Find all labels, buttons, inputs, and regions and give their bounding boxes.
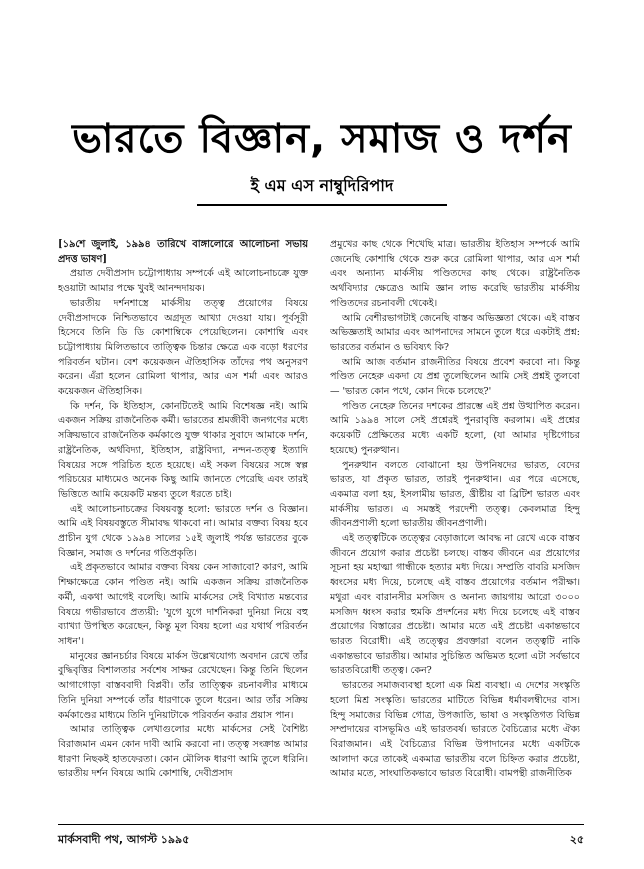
author-underline bbox=[197, 204, 447, 206]
paragraph: পুনরুত্থান বলতে বোঝানো হয় উপনিষদের ভারত, বেদের ভারত, যা প্রকৃত ভারত, তারই পুনরুত্থান। এর পরে এসেছে, একমাত্র বলা হয়, ইসলামীয় ভারত, খ্রীষ্টীয় বা ব্রিটিশ ভারত এবং মার্কসীয় ভারত। এ সমস্তই পরদেশী তত্ত্ব। কেবলমাত্র হিন্দু জীবনপ্রণালী হলো ভারতীয় জীবনপ্রণালী। bbox=[330, 459, 580, 530]
paragraph: আমার তাত্ত্বিক লেখাগুলোর মধ্যে মার্কসের সেই বৈশিষ্ট্য বিরাজমান এমন কোন দাবী আমি করবো না। তত্ত্ব সংক্রান্ত আমার ধারণা নিছকই হাতফেরতা। কোন মৌলিক ধারণা আমি তুলে ধরিনি। ভারতীয় দর্শন বিষয়ে আমি কোশাম্বি, দেবীপ্রসাদ bbox=[58, 724, 308, 780]
paragraph: ভারতের সমাজব্যবস্থা হলো এক মিশ্র ব্যবস্থা। এ দেশের সংস্কৃতি হলো মিশ্র সংস্কৃতি। ভারতের মাটিতে বিভিন্ন ধর্মাবলম্বীদের বাস। হিন্দু সমাজের বিভিন্ন গোত্র, উপজাতি, ভাষা ও সংস্কৃতিগত বিভিন্ন সম্প্রদায়ের বাসভূমিও এই ভারতবর্ষ। ভারতে বৈচিত্র্যের মধ্যে ঐক্য বিরাজমান। এই বৈচিত্র্যের বিভিন্ন উপাদানের মধ্যে একটিকে আলাদা করে তাকেই একমাত্র ভারতীয় বলে চিহ্নিত করার প্রচেষ্টা, আমার মতে, সাংঘাতিকভাবে ভারত বিরোধী। বামপন্থী রাজনীতিক bbox=[330, 680, 580, 780]
paragraph: প্রয়াত দেবীপ্রসাদ চট্টোপাধ্যায় সম্পর্কে এই আলোচনাচক্রে যুক্ত হওয়াটা আমার পক্ষে খুবই আনন্দদায়ক। bbox=[58, 268, 308, 295]
paragraph: কি দর্শন, কি ইতিহাস, কোনটিতেই আমি বিশেষজ্ঞ নই। আমি একজন সক্রিয় রাজনৈতিক কর্মী। ভারতের শ্রমজীবী জনগণের মধ্যে সক্রিয়ভাবে রাজনৈতিক কর্মকাণ্ডে যুক্ত থাকার সুবাদে আমাকে দর্শন, রাষ্ট্রনৈতিক, অর্থবিদ্যা, ইতিহাস, রাষ্ট্রবিদ্যা, নন্দন-তত্ত্ব ইত্যাদি বিষয়ের সঙ্গে পরিচিত হতে হয়েছে। এই সকল বিষয়ের সঙ্গে স্বল্প পরিচয়ের মাধ্যমেও অনেক কিছু আমি জানতে পেরেছি এবং তারই ভিত্তিতে আমি কয়েকটি মন্তব্য তুলে ধরতে চাই। bbox=[58, 400, 308, 500]
intro-note: [১৯শে জুলাই, ১৯৯৪ তারিখে বাঙ্গালোরে আলোচনা সভায় প্রদত্ত ভাষণ] bbox=[58, 239, 308, 265]
paragraph: এই তত্ত্বটিকে তত্ত্বের বেড়াজালে আবদ্ধ না রেখে একে বাস্তব জীবনে প্রয়োগ করার প্রচেষ্টা চলছে। বাস্তব জীবনে এর প্রয়োগের সূচনা হয় মহাত্মা গান্ধীকে হত্যার মধ্য দিয়ে। সম্প্রতি বাবরি মসজিদ ধ্বংসের মধ্য দিয়ে, চলেছে এই বাস্তব প্রয়োগের বর্তমান পরীক্ষা। মথুরা এবং বারানসীর মসজিদ ও অনান্য জায়গায় আরো ৩০০০ মসজিদ ধ্বংস করার হুমকি প্রদর্শনের মধ্য দিয়ে চলেছে এই বাস্তব প্রয়োগের বিস্তারের প্রচেষ্টা। আমার মতে এই প্রচেষ্টা একান্তভাবে ভারত বিরোধী। এই তত্ত্বের প্রবক্তারা বলেন তত্ত্বটি নাকি একান্তভাবে ভারতীয়। আমার সুচিন্তিত অভিমত হলো এটা সর্বভাবে ভারতবিরোধী তত্ত্ব। কেন? bbox=[330, 533, 580, 677]
paragraph: ভারতীয় দর্শনশাস্ত্রে মার্কসীয় তত্ত্ব প্রয়োগের বিষয়ে দেবীপ্রসাদকে নিশ্চিতভাবে অগ্রদূত আখ্যা দেওয়া যায়। পূর্বসূরী হিসেবে তিনি ডি ডি কোশাম্বিকে পেয়েছিলেন। কোশাম্বি এবং চট্টোপাধ্যায় মিলিতভাবে তাত্ত্বিক চিন্তার ক্ষেত্রে এক বড়ো ধরণের পরিবর্তন ঘটান। বেশ কয়েকজন ঐতিহাসিক তাঁদের পথ অনুসরণ করেন। এঁরা হলেন রোমিলা থাপার, আর এস শর্মা এবং আরও কয়েকজন ঐতিহাসিক। bbox=[58, 297, 308, 398]
paragraph: মানুষের জ্ঞানচর্চার বিষয়ে মার্কস উল্লেখযোগ্য অবদান রেখে তাঁর বুদ্ধিবৃত্তির বিশালতার সর্বশেষ সাক্ষর রেখেছেন। কিন্তু তিনি ছিলেন আগাগোড়া বাস্তববাদী বিপ্লবী। তাঁর তাত্ত্বিক রচনাবলীর মাধ্যমে তিনি দুনিয়া সম্পর্কে তাঁর ধারণাকে তুলে ধরেন। আর তাঁর সক্রিয় কর্মকাণ্ডের মাধ্যমে তিনি দুনিয়াটাকে পরিবর্তন করার প্রয়াস পান। bbox=[58, 650, 308, 721]
paragraph: আমি বেশীরভাগটাই জেনেছি বাস্তব অভিজ্ঞতা থেকে। এই বাস্তব অভিজ্ঞতাই আমার এবং আপনাদের সামনে তুলে ধরে একটাই প্রশ্ন: ভারতের বর্তমান ও ভবিষ্যৎ কি? bbox=[330, 312, 580, 353]
paragraph: এই আলোচনাচক্রের বিষয়বস্তু হলো: ভারতে দর্শন ও বিজ্ঞান। আমি এই বিষয়বস্তুতে সীমাবদ্ধ থাকবো না। আমার বক্তব্য বিষয় হবে প্রাচীন যুগ থেকে ১৯৯৪ সালের ১৫ই জুলাই পর্যন্ত ভারতের বুকে বিজ্ঞান, সমাজ ও দর্শনের গতিপ্রকৃতি। bbox=[58, 503, 308, 559]
paragraph: এই প্রকৃতভাবে আমার বক্তব্য বিষয় কেন সাজাবো? কারণ, আমি শিক্ষাক্ষেত্রে কোন পণ্ডিত নই। আমি একজন সক্রিয় রাজনৈতিক কর্মী, একথা আগেই বলেছি। আমি মার্কসের সেই বিখ্যাত মন্তব্যের বিষয়ে গভীরভাবে প্রত্যয়ী: 'যুগে যুগে দার্শনিকরা দুনিয়া নিয়ে বহু ব্যাখ্যা উপস্থিত করেছেন, কিন্তু মূল বিষয় হলো এর যথার্থ পরিবর্তন সাধন'। bbox=[58, 562, 308, 647]
page-footer bbox=[58, 824, 584, 850]
paragraph: আমি আজ বর্তমান রাজনীতির বিষয়ে প্রবেশ করবো না। কিন্তু পণ্ডিত নেহেরু একদা যে প্রশ্ন তুলেছিলেন আমি সেই প্রশ্নই তুলবো — 'ভারত কোন পথে, কোন দিকে চলেছে?' bbox=[330, 356, 580, 398]
page-number: ২৫ bbox=[569, 833, 584, 846]
article-author: ই এম এস নাম্বুদিরিপাদ bbox=[250, 176, 394, 195]
article-author-block bbox=[0, 173, 644, 206]
right-column bbox=[330, 238, 580, 820]
left-column bbox=[58, 238, 308, 820]
paragraph: প্রমুখের কাছ থেকে শিখেছি মাত্র। ভারতীয় ইতিহাস সম্পর্কে আমি জেনেছি কোশাম্বি থেকে শুরু করে রোমিলা থাপার, আর এস শর্মা এবং অন্যান্য মার্কসীয় পণ্ডিতদের কাছ থেকে। রাষ্ট্রনৈতিক অর্থবিদ্যার ক্ষেত্রেও আমি জ্ঞান লাভ করেছি ভারতীয় মার্কসীয় পণ্ডিতদের রচনাবলী থেকেই। bbox=[330, 239, 580, 309]
paragraph: পণ্ডিত নেহেরু তিনের দশকের প্রারম্ভে এই প্রশ্ন উত্থাপিত করেন। আমি ১৯৯৪ সালে সেই প্রশ্নেরই পুনরাবৃত্তি করলাম। এই প্রশ্নের কয়েকটি প্রেক্ষিতের মধ্যে একটি হলো, (যা আমার দৃষ্টিগোচর হয়েছে) পুনরুত্থান। bbox=[330, 400, 580, 456]
publication-source: মার্কসবাদী পথ, আগস্ট ১৯৯৫ bbox=[58, 833, 190, 846]
article-title: ভারতে বিজ্ঞান, সমাজ ও দর্শন bbox=[72, 115, 572, 162]
